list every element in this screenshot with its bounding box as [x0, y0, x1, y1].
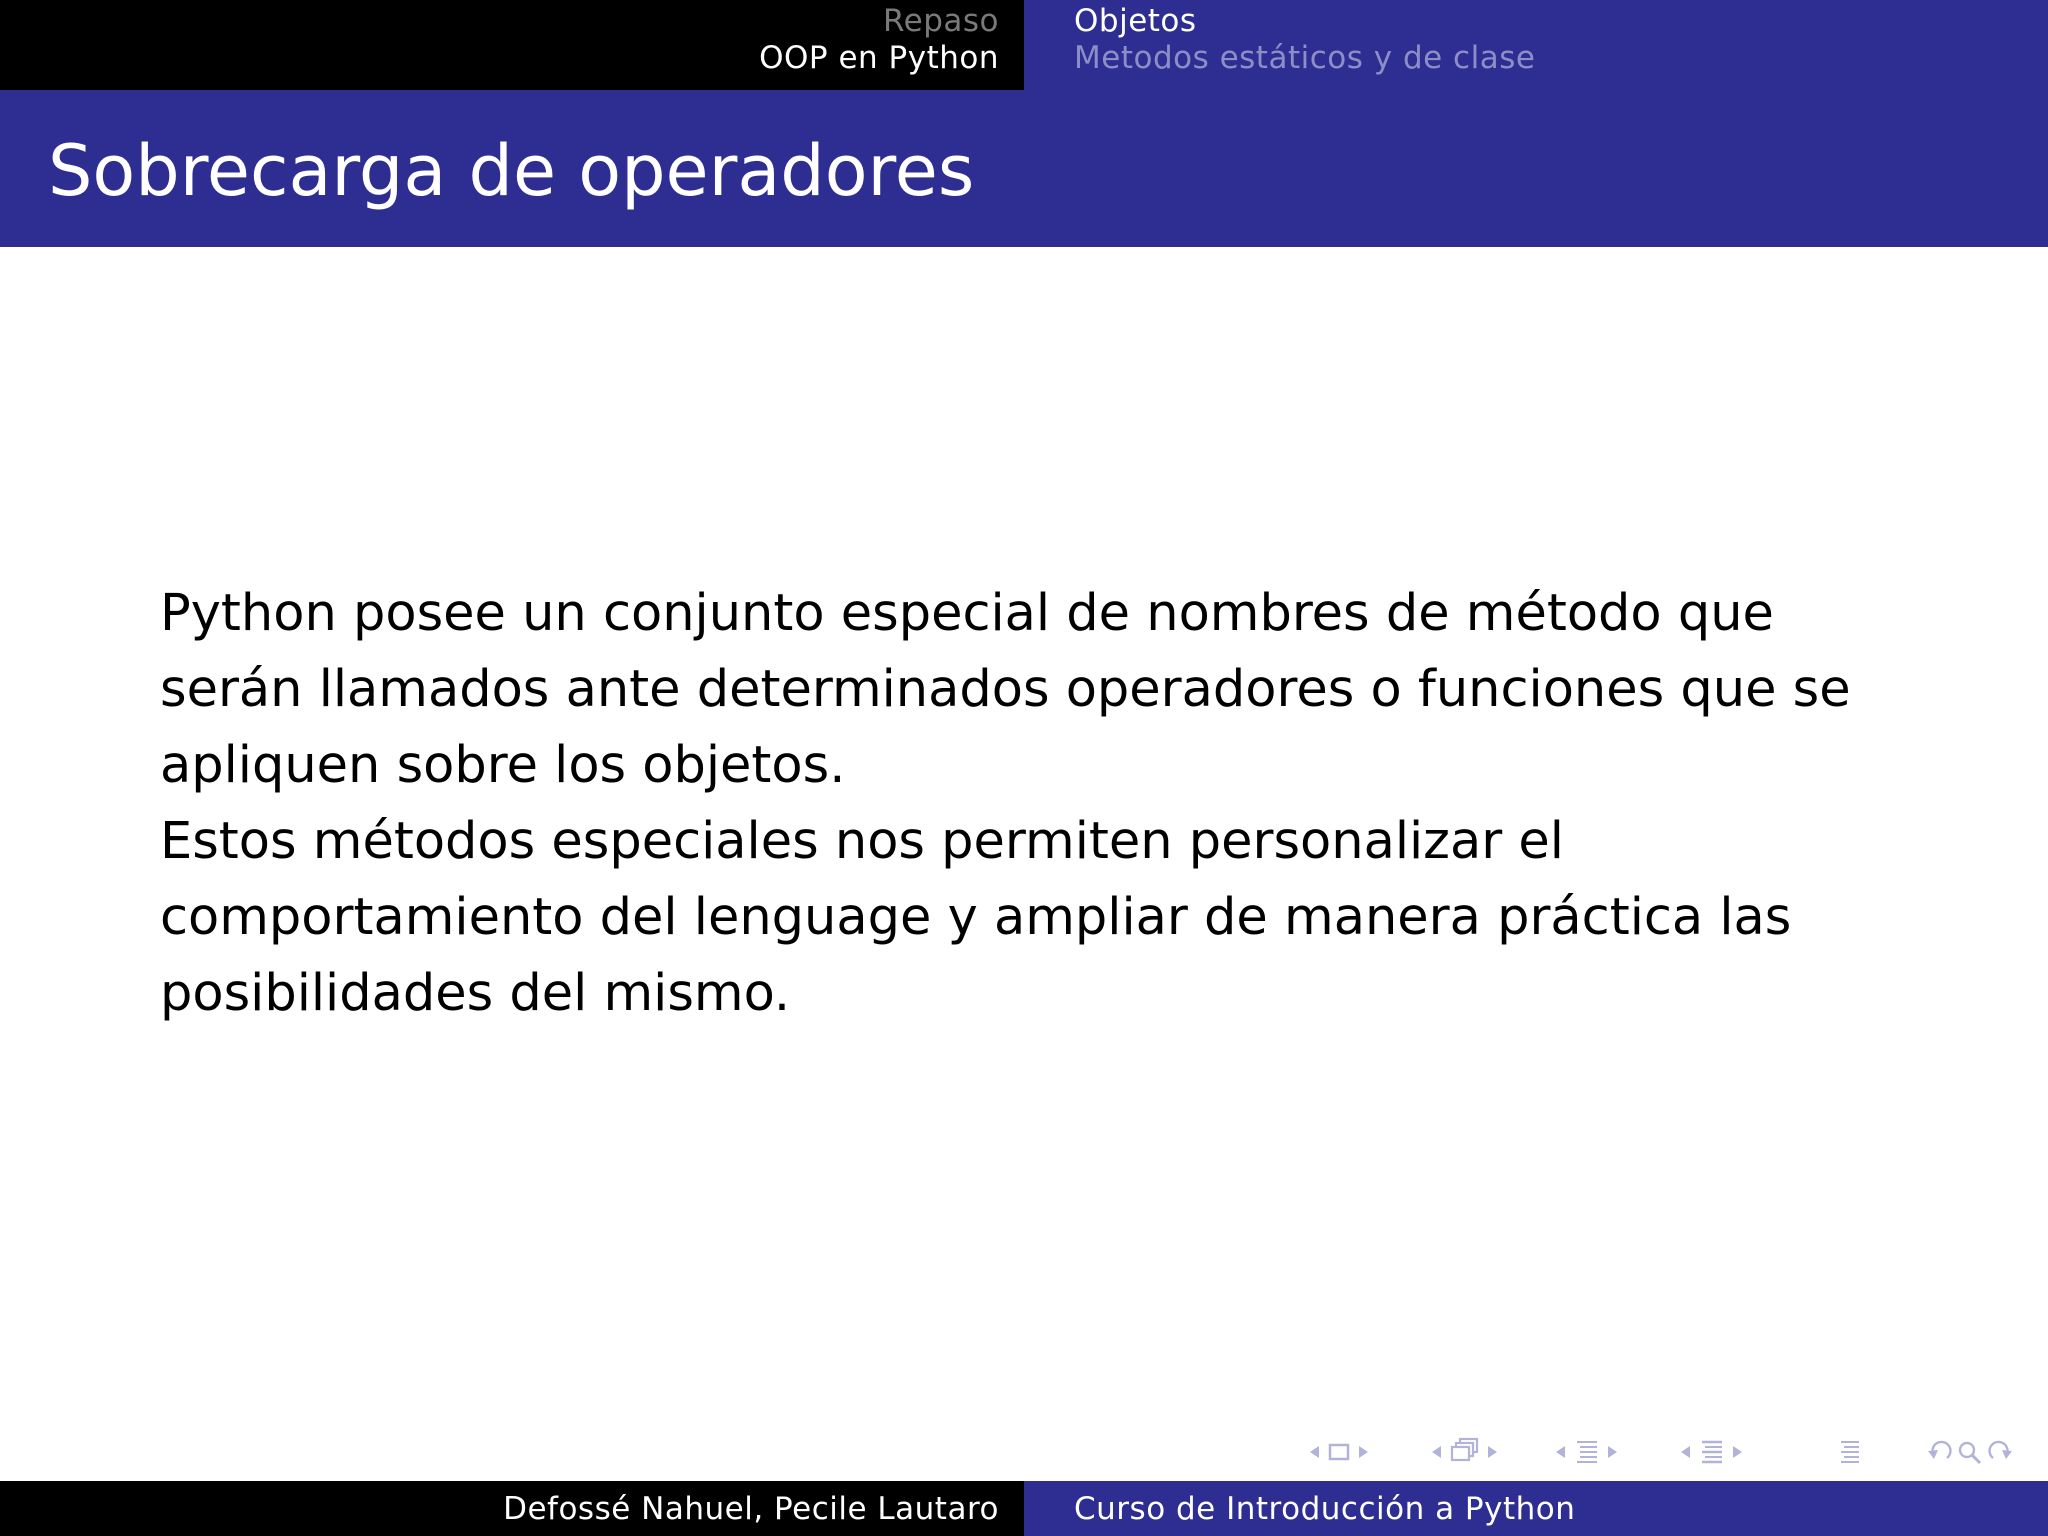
footline-short-title: Curso de Introducción a Python — [1074, 1491, 1576, 1527]
next-subsection-arrow-icon[interactable] — [1606, 1432, 1620, 1472]
prev-section-arrow-icon[interactable] — [1678, 1432, 1692, 1472]
next-section-arrow-icon[interactable] — [1731, 1432, 1745, 1472]
frame-title: Sobrecarga de operadores — [48, 130, 975, 212]
nav-section-oop-en-python[interactable]: OOP en Python — [759, 40, 999, 76]
nav-subsection-objetos[interactable]: Objetos — [1074, 3, 1197, 39]
navigation-symbols — [1300, 1432, 2040, 1472]
forward-icon[interactable] — [1985, 1432, 2015, 1472]
subsection-icon[interactable] — [1572, 1432, 1602, 1472]
footline-bar — [0, 1481, 2048, 1536]
frame-icon[interactable] — [1448, 1432, 1482, 1472]
nav-subsection-metodos-estaticos[interactable]: Metodos estáticos y de clase — [1074, 40, 1536, 76]
prev-subsection-arrow-icon[interactable] — [1553, 1432, 1567, 1472]
body-paragraph: Python posee un conjunto especial de nombres de método que serán llamados ante determinados operadores o funciones que se apliquen sobre los objetos. — [160, 584, 1851, 795]
search-icon[interactable] — [1955, 1432, 1985, 1472]
prev-frame-arrow-icon[interactable] — [1429, 1432, 1443, 1472]
frame-title-bar — [0, 90, 2048, 247]
headline-nav-bar — [0, 0, 2048, 90]
slide-icon[interactable] — [1326, 1432, 1352, 1472]
appendix-icon[interactable] — [1835, 1432, 1865, 1472]
prev-slide-arrow-icon[interactable] — [1307, 1432, 1321, 1472]
section-icon[interactable] — [1697, 1432, 1727, 1472]
body-paragraph: Estos métodos especiales nos permiten personalizar el comportamiento del lenguage y ampliar de manera práctica las posibilidades del mismo. — [160, 812, 1792, 1023]
footline-authors: Defossé Nahuel, Pecile Lautaro — [503, 1491, 999, 1527]
frame-body — [160, 576, 1920, 1032]
nav-section-repaso[interactable]: Repaso — [882, 3, 999, 39]
back-icon[interactable] — [1925, 1432, 1955, 1472]
next-frame-arrow-icon[interactable] — [1486, 1432, 1500, 1472]
next-slide-arrow-icon[interactable] — [1357, 1432, 1371, 1472]
